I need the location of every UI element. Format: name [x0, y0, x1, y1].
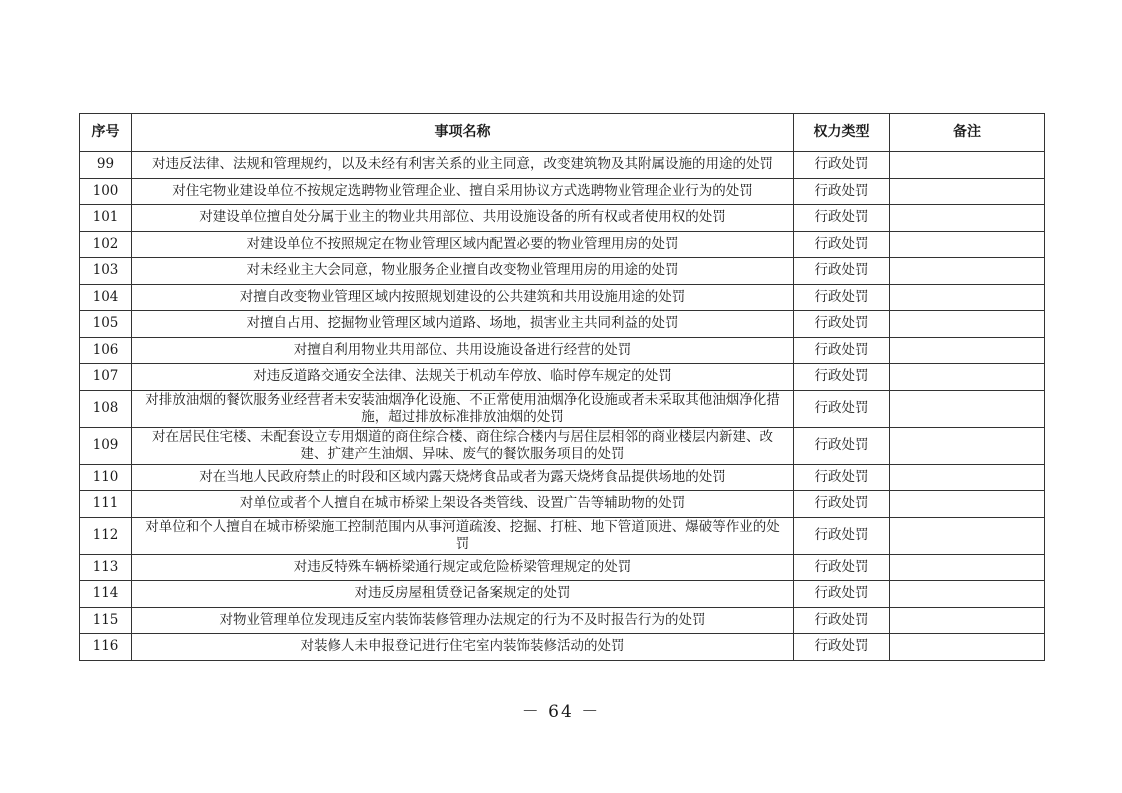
cell-serial-number: 104: [80, 284, 132, 311]
cell-remarks: [890, 554, 1045, 581]
cell-remarks: [890, 231, 1045, 258]
cell-remarks: [890, 581, 1045, 608]
cell-serial-number: 100: [80, 178, 132, 205]
cell-serial-number: 110: [80, 464, 132, 491]
header-item-name: 事项名称: [132, 114, 794, 152]
table-row: [80, 464, 1045, 491]
table-row: [80, 581, 1045, 608]
table-row: [80, 258, 1045, 285]
cell-power-type: 行政处罚: [794, 178, 890, 205]
cell-item-name: 对建设单位不按照规定在物业管理区域内配置必要的物业管理用房的处罚: [132, 231, 794, 258]
page-number: － 64 －: [521, 702, 601, 722]
cell-power-type: 行政处罚: [794, 337, 890, 364]
table-row: [80, 284, 1045, 311]
cell-power-type: 行政处罚: [794, 152, 890, 179]
cell-remarks: [890, 464, 1045, 491]
cell-power-type: 行政处罚: [794, 205, 890, 232]
table-row: [80, 517, 1045, 554]
cell-serial-number: 113: [80, 554, 132, 581]
power-items-table: [79, 113, 1045, 661]
cell-item-name: 对在居民住宅楼、未配套设立专用烟道的商住综合楼、商住综合楼内与居住层相邻的商业楼层内新建、改建、扩建产生油烟、异味、废气的餐饮服务项目的处罚: [132, 427, 794, 464]
cell-item-name: 对擅自改变物业管理区域内按照规划建设的公共建筑和共用设施用途的处罚: [132, 284, 794, 311]
cell-power-type: 行政处罚: [794, 311, 890, 338]
table-row: [80, 337, 1045, 364]
cell-item-name: 对建设单位擅自处分属于业主的物业共用部位、共用设施设备的所有权或者使用权的处罚: [132, 205, 794, 232]
cell-remarks: [890, 607, 1045, 634]
table-row: [80, 152, 1045, 179]
cell-power-type: 行政处罚: [794, 517, 890, 554]
table-row: [80, 311, 1045, 338]
cell-power-type: 行政处罚: [794, 607, 890, 634]
table-row: [80, 178, 1045, 205]
cell-power-type: 行政处罚: [794, 491, 890, 518]
cell-remarks: [890, 491, 1045, 518]
table-row: [80, 231, 1045, 258]
cell-item-name: 对违反房屋租赁登记备案规定的处罚: [132, 581, 794, 608]
cell-power-type: 行政处罚: [794, 284, 890, 311]
cell-item-name: 对装修人未申报登记进行住宅室内装饰装修活动的处罚: [132, 634, 794, 661]
cell-item-name: 对在当地人民政府禁止的时段和区域内露天烧烤食品或者为露天烧烤食品提供场地的处罚: [132, 464, 794, 491]
cell-item-name: 对违反法律、法规和管理规约，以及未经有利害关系的业主同意，改变建筑物及其附属设施的用途的处罚: [132, 152, 794, 179]
table-row: [80, 491, 1045, 518]
cell-remarks: [890, 178, 1045, 205]
cell-power-type: 行政处罚: [794, 634, 890, 661]
cell-remarks: [890, 258, 1045, 285]
cell-item-name: 对单位或者个人擅自在城市桥梁上架设各类管线、设置广告等辅助物的处罚: [132, 491, 794, 518]
table-row: [80, 427, 1045, 464]
cell-power-type: 行政处罚: [794, 464, 890, 491]
table-header-row: [80, 114, 1045, 152]
table-row: [80, 364, 1045, 391]
cell-item-name: 对违反道路交通安全法律、法规关于机动车停放、临时停车规定的处罚: [132, 364, 794, 391]
cell-serial-number: 105: [80, 311, 132, 338]
cell-item-name: 对违反特殊车辆桥梁通行规定或危险桥梁管理规定的处罚: [132, 554, 794, 581]
cell-serial-number: 114: [80, 581, 132, 608]
table-row: [80, 554, 1045, 581]
cell-serial-number: 111: [80, 491, 132, 518]
document-table-container: [79, 113, 1044, 661]
cell-serial-number: 103: [80, 258, 132, 285]
table-row: [80, 390, 1045, 427]
header-serial-number: 序号: [80, 114, 132, 152]
cell-remarks: [890, 152, 1045, 179]
cell-remarks: [890, 390, 1045, 427]
cell-power-type: 行政处罚: [794, 581, 890, 608]
cell-serial-number: 109: [80, 427, 132, 464]
cell-serial-number: 115: [80, 607, 132, 634]
header-remarks: 备注: [890, 114, 1045, 152]
cell-item-name: 对擅自占用、挖掘物业管理区域内道路、场地，损害业主共同利益的处罚: [132, 311, 794, 338]
cell-remarks: [890, 427, 1045, 464]
cell-serial-number: 107: [80, 364, 132, 391]
cell-remarks: [890, 311, 1045, 338]
cell-item-name: 对未经业主大会同意，物业服务企业擅自改变物业管理用房的用途的处罚: [132, 258, 794, 285]
cell-item-name: 对住宅物业建设单位不按规定选聘物业管理企业、擅自采用协议方式选聘物业管理企业行为的处罚: [132, 178, 794, 205]
cell-item-name: 对擅自利用物业共用部位、共用设施设备进行经营的处罚: [132, 337, 794, 364]
cell-power-type: 行政处罚: [794, 231, 890, 258]
cell-item-name: 对物业管理单位发现违反室内装饰装修管理办法规定的行为不及时报告行为的处罚: [132, 607, 794, 634]
header-power-type: 权力类型: [794, 114, 890, 152]
cell-remarks: [890, 205, 1045, 232]
cell-power-type: 行政处罚: [794, 258, 890, 285]
cell-remarks: [890, 284, 1045, 311]
cell-power-type: 行政处罚: [794, 390, 890, 427]
cell-item-name: 对排放油烟的餐饮服务业经营者未安装油烟净化设施、不正常使用油烟净化设施或者未采取其他油烟净化措施，超过排放标准排放油烟的处罚: [132, 390, 794, 427]
cell-remarks: [890, 517, 1045, 554]
cell-serial-number: 108: [80, 390, 132, 427]
cell-serial-number: 112: [80, 517, 132, 554]
cell-serial-number: 106: [80, 337, 132, 364]
cell-item-name: 对单位和个人擅自在城市桥梁施工控制范围内从事河道疏浚、挖掘、打桩、地下管道顶进、爆破等作业的处罚: [132, 517, 794, 554]
cell-remarks: [890, 337, 1045, 364]
cell-power-type: 行政处罚: [794, 554, 890, 581]
table-row: [80, 634, 1045, 661]
table-row: [80, 205, 1045, 232]
cell-serial-number: 99: [80, 152, 132, 179]
cell-remarks: [890, 634, 1045, 661]
cell-serial-number: 102: [80, 231, 132, 258]
cell-serial-number: 101: [80, 205, 132, 232]
cell-serial-number: 116: [80, 634, 132, 661]
cell-power-type: 行政处罚: [794, 427, 890, 464]
cell-power-type: 行政处罚: [794, 364, 890, 391]
cell-remarks: [890, 364, 1045, 391]
table-row: [80, 607, 1045, 634]
